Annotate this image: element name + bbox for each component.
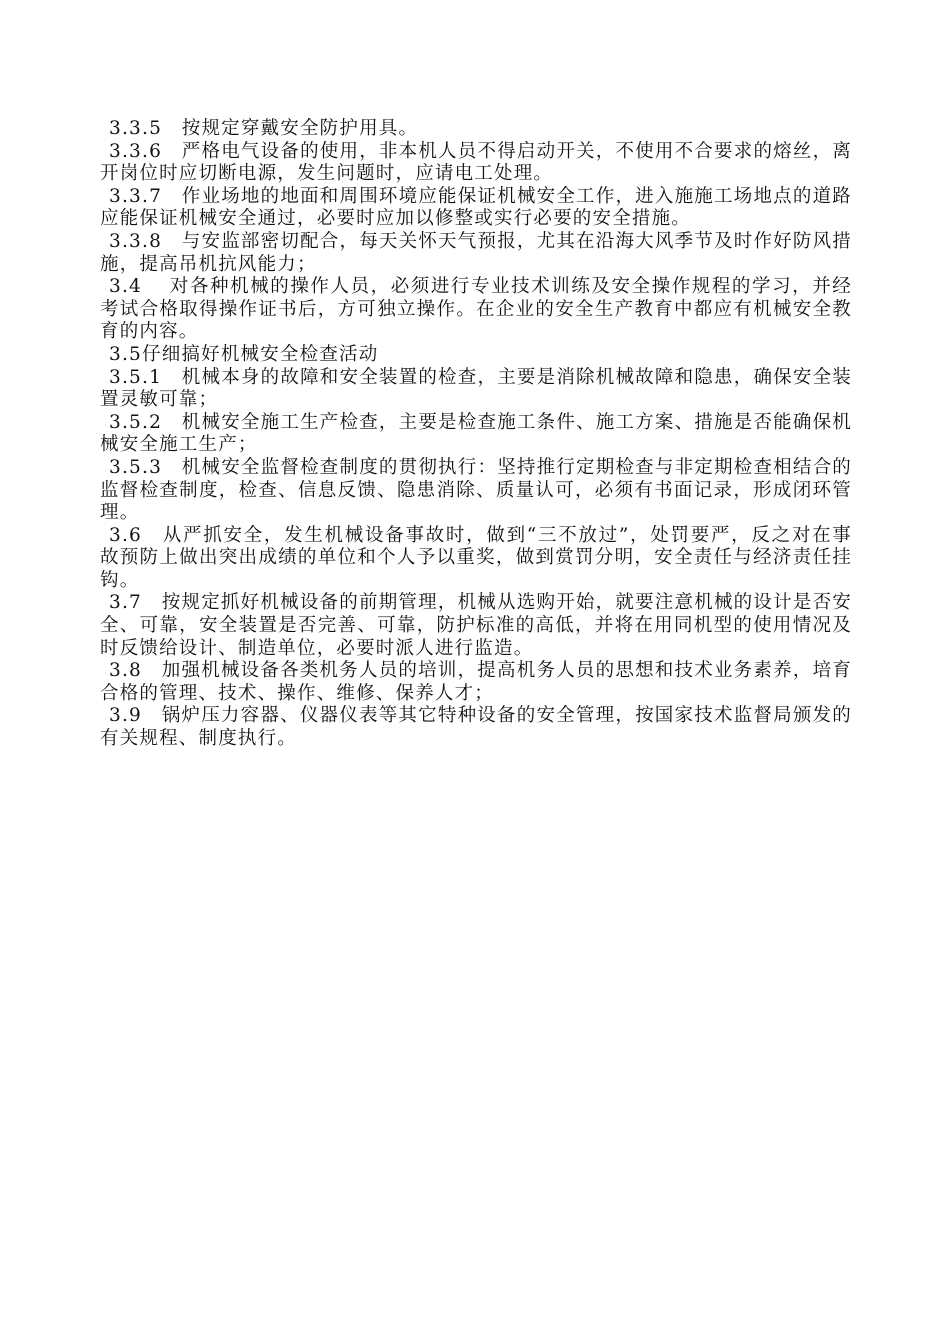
- paragraph-3-8: 3.8 加强机械设备各类机务人员的培训，提高机务人员的思想和技术业务素养，培育合格的管理、技术、操作、维修、保养人才；: [100, 660, 852, 704]
- paragraph-3-9: 3.9 锅炉压力容器、仪器仪表等其它特种设备的安全管理，按国家技术监督局颁发的有关规程、制度执行。: [100, 705, 852, 750]
- paragraph-3-5-3: 3.5.3 机械安全监督检查制度的贯彻执行：坚持推行定期检查与非定期检查相结合的监督检查制度，检查、信息反馈、隐患消除、质量认可，必须有书面记录，形成闭环管理。: [100, 456, 852, 524]
- paragraph-3-5: 3.5仔细搞好机械安全检查活动: [109, 343, 379, 365]
- paragraph-3-3-7: 3.3.7 作业场地的地面和周围环境应能保证机械安全工作，进入施施工场地点的道路应能保证机械安全通过，必要时应加以修整或实行必要的安全措施。: [100, 185, 852, 230]
- paragraph-3-5-1: 3.5.1 机械本身的故障和安全装置的检查，主要是消除机械故障和隐患，确保安全装置灵敏可靠；: [100, 366, 852, 411]
- paragraph-3-3-5: 3.3.5 按规定穿戴安全防护用具。: [109, 118, 419, 139]
- paragraph-3-3-8: 3.3.8 与安监部密切配合，每天关怀天气预报，尤其在沿海大风季节及时作好防风措施，提高吊机抗风能力；: [100, 230, 852, 275]
- paragraph-3-4: 3.4 对各种机械的操作人员，必须进行专业技术训练及安全操作规程的学习，并经考试合格取得操作证书后，方可独立操作。在企业的安全生产教育中都应有机械安全教育的内容。: [100, 276, 852, 343]
- paragraph-3-7: 3.7 按规定抓好机械设备的前期管理，机械从选购开始，就要注意机械的设计是否安全、可靠，安全装置是否完善、可靠，防护标准的高低，并将在用同机型的使用情况及时反馈给设计、制造单位，必要时派人进行监造。: [100, 592, 852, 659]
- paragraph-3-5-2: 3.5.2 机械安全施工生产检查，主要是检查施工条件、施工方案、措施是否能确保机械安全施工生产；: [100, 411, 852, 456]
- document-body: [100, 118, 852, 751]
- paragraph-3-6: 3.6 从严抓安全，发生机械设备事故时，做到“三不放过”，处罚要严，反之对在事故预防上做出突出成绩的单位和个人予以重奖，做到赏罚分明，安全责任与经济责任挂钩。: [100, 524, 852, 591]
- paragraph-3-3-6: 3.3.6 严格电气设备的使用，非本机人员不得启动开关，不使用不合要求的熔丝，离开岗位时应切断电源，发生问题时，应请电工处理。: [100, 140, 852, 185]
